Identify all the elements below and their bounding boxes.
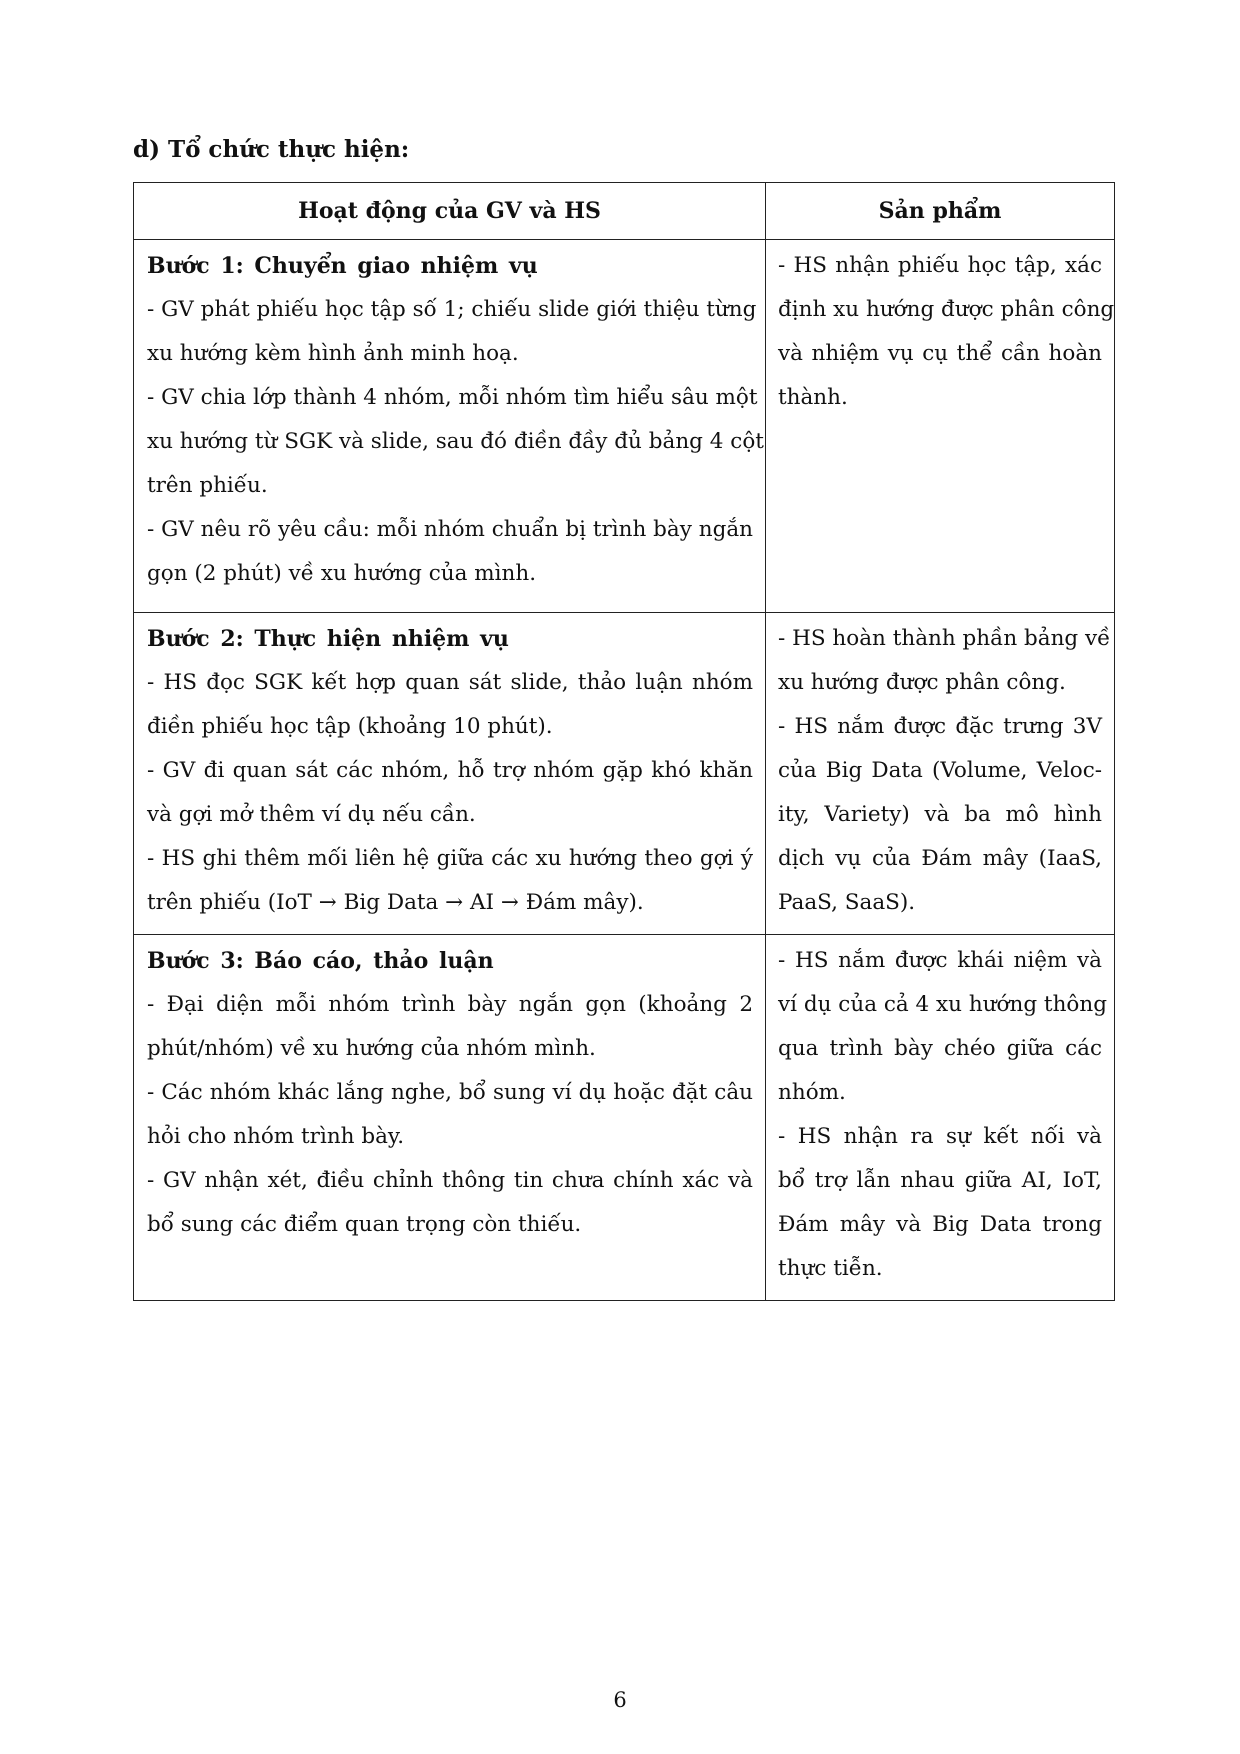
text-line: phút/nhóm) về xu hướng của nhóm mình. <box>147 1036 596 1061</box>
text-line: hỏi cho nhóm trình bày. <box>147 1124 405 1149</box>
text-line: xu hướng từ SGK và slide, sau đó điền đầy đủ bảng 4 cột <box>147 429 764 454</box>
text-line: xu hướng được phân công. <box>778 670 1066 695</box>
text-line: - GV nhận xét, điều chỉnh thông tin chưa chính xác và <box>147 1168 753 1193</box>
text-line: dịch vụ của Đám mây (IaaS, <box>778 846 1102 871</box>
page-number: 6 <box>613 1688 627 1712</box>
section-heading: d) Tổ chức thực hiện: <box>133 136 410 163</box>
text-line: của Big Data (Volume, Veloc- <box>778 758 1102 783</box>
text-line: bổ trợ lẫn nhau giữa AI, IoT, <box>778 1168 1102 1193</box>
text-line: - HS đọc SGK kết hợp quan sát slide, thảo luận nhóm <box>147 670 753 695</box>
text-line: nhóm. <box>778 1080 846 1105</box>
text-line: bổ sung các điểm quan trọng còn thiếu. <box>147 1212 582 1237</box>
product-cell <box>766 613 1115 935</box>
text-line: PaaS, SaaS). <box>778 890 916 915</box>
text-line: xu hướng kèm hình ảnh minh hoạ. <box>147 341 519 366</box>
column-header-activities: Hoạt động của GV và HS <box>134 183 766 240</box>
text-line: trên phiếu. <box>147 473 268 498</box>
text-line: trên phiếu (IoT → Big Data → AI → Đám mây). <box>147 890 644 915</box>
step-title: Bước 3: Báo cáo, thảo luận <box>147 948 494 974</box>
activity-cell <box>134 935 766 1301</box>
text-line: - GV nêu rõ yêu cầu: mỗi nhóm chuẩn bị trình bày ngắn <box>147 517 753 542</box>
activity-cell <box>134 613 766 935</box>
text-line: - HS nắm được đặc trưng 3V <box>778 714 1102 739</box>
text-line: gọn (2 phút) về xu hướng của mình. <box>147 561 537 586</box>
text-line: Đám mây và Big Data trong <box>778 1212 1102 1237</box>
table-row <box>134 240 1115 613</box>
text-line: ity, Variety) và ba mô hình <box>778 802 1102 827</box>
column-header-products: Sản phẩm <box>766 183 1115 240</box>
activity-table <box>133 182 1115 1301</box>
text-line: thực tiễn. <box>778 1256 883 1281</box>
text-line: - HS nhận ra sự kết nối và <box>778 1124 1102 1149</box>
text-line: điền phiếu học tập (khoảng 10 phút). <box>147 714 553 739</box>
text-line: và nhiệm vụ cụ thể cần hoàn <box>778 341 1102 366</box>
activity-cell <box>134 240 766 613</box>
text-line: - Đại diện mỗi nhóm trình bày ngắn gọn (khoảng 2 <box>147 992 753 1017</box>
text-line: - GV chia lớp thành 4 nhóm, mỗi nhóm tìm hiểu sâu một <box>147 385 758 410</box>
text-line: định xu hướng được phân công <box>778 297 1115 322</box>
text-line: và gợi mở thêm ví dụ nếu cần. <box>147 802 476 827</box>
step-title: Bước 1: Chuyển giao nhiệm vụ <box>147 253 538 279</box>
text-line: - GV phát phiếu học tập số 1; chiếu slide giới thiệu từng <box>147 297 757 322</box>
table-row <box>134 613 1115 935</box>
text-line: - HS nắm được khái niệm và <box>778 948 1102 973</box>
product-cell <box>766 240 1115 613</box>
text-line: thành. <box>778 385 848 410</box>
table-header-row <box>134 183 1115 240</box>
table-row <box>134 935 1115 1301</box>
product-cell <box>766 935 1115 1301</box>
text-line: qua trình bày chéo giữa các <box>778 1036 1102 1061</box>
text-line: - Các nhóm khác lắng nghe, bổ sung ví dụ hoặc đặt câu <box>147 1080 753 1105</box>
text-line: - GV đi quan sát các nhóm, hỗ trợ nhóm gặp khó khăn <box>147 758 753 783</box>
text-line: - HS hoàn thành phần bảng về <box>778 626 1111 651</box>
text-line: - HS nhận phiếu học tập, xác <box>778 253 1102 278</box>
step-title: Bước 2: Thực hiện nhiệm vụ <box>147 626 509 652</box>
text-line: - HS ghi thêm mối liên hệ giữa các xu hướng theo gợi ý <box>147 846 753 871</box>
text-line: ví dụ của cả 4 xu hướng thông <box>778 992 1107 1017</box>
